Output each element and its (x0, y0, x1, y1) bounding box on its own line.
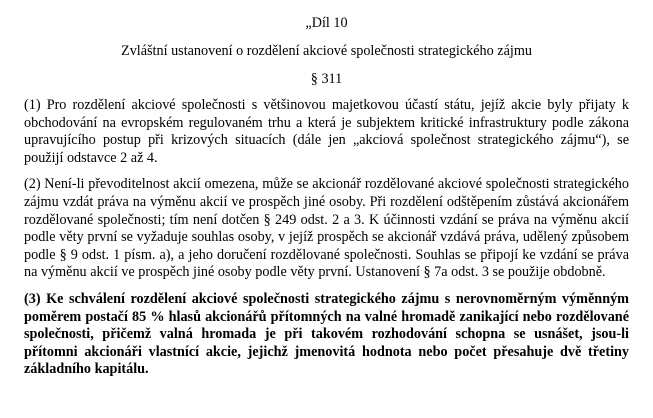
paragraph-2: (2) Není-li převoditelnost akcií omezena, může se akcionář rozdělované akciové společnosti strategického zájmu vzdát práva na výměnu akcií ve prospěch jiné osoby. Při rozdělení odštěpením zůstává akcionářem rozdělované společnosti; tím není dotčen § 249 odst. 2 a 3. K účinnosti vzdání se práva na výměnu akcií podle věty první se vyžaduje souhlas osoby, v jejíž prospěch se akcionář vzdává práva, udělený způsobem podle § 9 odst. 1 písm. a), a jeho doručení rozdělované společnosti. Souhlas se připojí ke vzdání se práva na výměnu akcií ve prospěch jiné osoby podle věty první. Ustanovení § 7a odst. 3 se použije obdobně. (24, 176, 629, 281)
paragraph-3: (3) Ke schválení rozdělení akciové společnosti strategického zájmu s nerovnoměrným výměnným poměrem postačí 85 % hlasů akcionářů přítomných na valné hromadě zanikající nebo rozdělované společnosti, přičemž valná hromada je při takovém rozhodování schopna se usnášet, jsou-li přítomni akcionáři vlastnící akcie, jejichž jmenovitá hodnota nebo počet přesahuje dvě třetiny základního kapitálu. (24, 290, 629, 378)
part-heading: „Díl 10 (305, 15, 348, 31)
document-page (24, 14, 629, 379)
part-title: Zvláštní ustanovení o rozdělení akciové společnosti strategického zájmu (121, 43, 532, 59)
section-number: § 311 (310, 71, 343, 87)
paragraph-1: (1) Pro rozdělení akciové společnosti s většinovou majetkovou účastí státu, jejíž akcie byly přijaty k obchodování na evropském regulovaném trhu a která je subjektem kritické infrastruktury podle zákona upravujícího postup při krizových situacích (dále jen „akciová společnost strategického zájmu“), se použijí odstavce 2 až 4. (24, 97, 629, 166)
